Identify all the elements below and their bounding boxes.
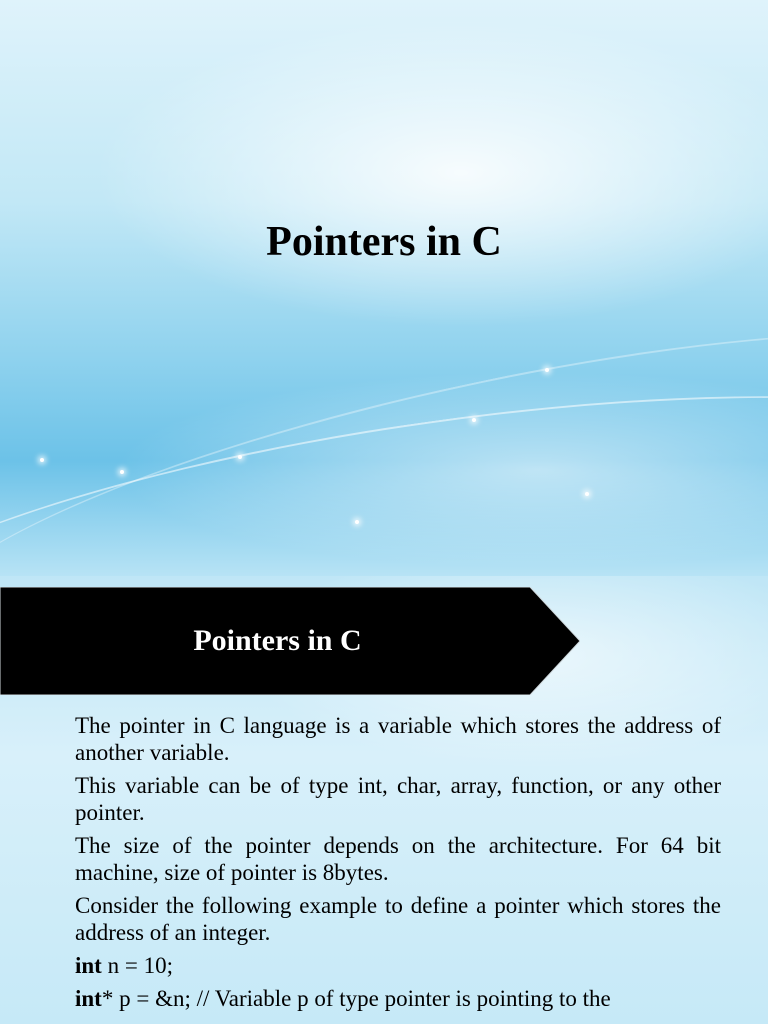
slide-body — [75, 712, 721, 1018]
banner-title: Pointers in C — [193, 624, 362, 657]
background-wave — [0, 258, 768, 576]
sparkle — [355, 520, 359, 524]
body-paragraph: This variable can be of type int, char, array, function, or any other pointer. — [75, 773, 721, 825]
sparkle — [238, 455, 242, 459]
code-keyword: int — [75, 953, 102, 978]
body-paragraph: The pointer in C language is a variable which stores the address of another variable. — [75, 713, 721, 765]
sparkle — [120, 470, 124, 474]
slide-title: Pointers in C — [266, 219, 502, 265]
code-keyword: int — [75, 986, 102, 1011]
code-text: * p = &n; // Variable p of type pointer is pointing to the — [101, 986, 611, 1011]
body-paragraph: Consider the following example to define a pointer which stores the address of an integer. — [75, 893, 721, 945]
content-slide — [0, 576, 768, 1024]
code-line — [75, 952, 721, 979]
sparkle — [40, 458, 44, 462]
sparkle — [472, 418, 476, 422]
code-text: n = 10; — [101, 953, 173, 978]
title-banner — [0, 587, 580, 695]
code-line — [75, 985, 721, 1012]
sparkle — [585, 492, 589, 496]
sparkle — [545, 368, 549, 372]
body-paragraph: The size of the pointer depends on the architecture. For 64 bit machine, size of pointer is 8bytes. — [75, 833, 721, 885]
